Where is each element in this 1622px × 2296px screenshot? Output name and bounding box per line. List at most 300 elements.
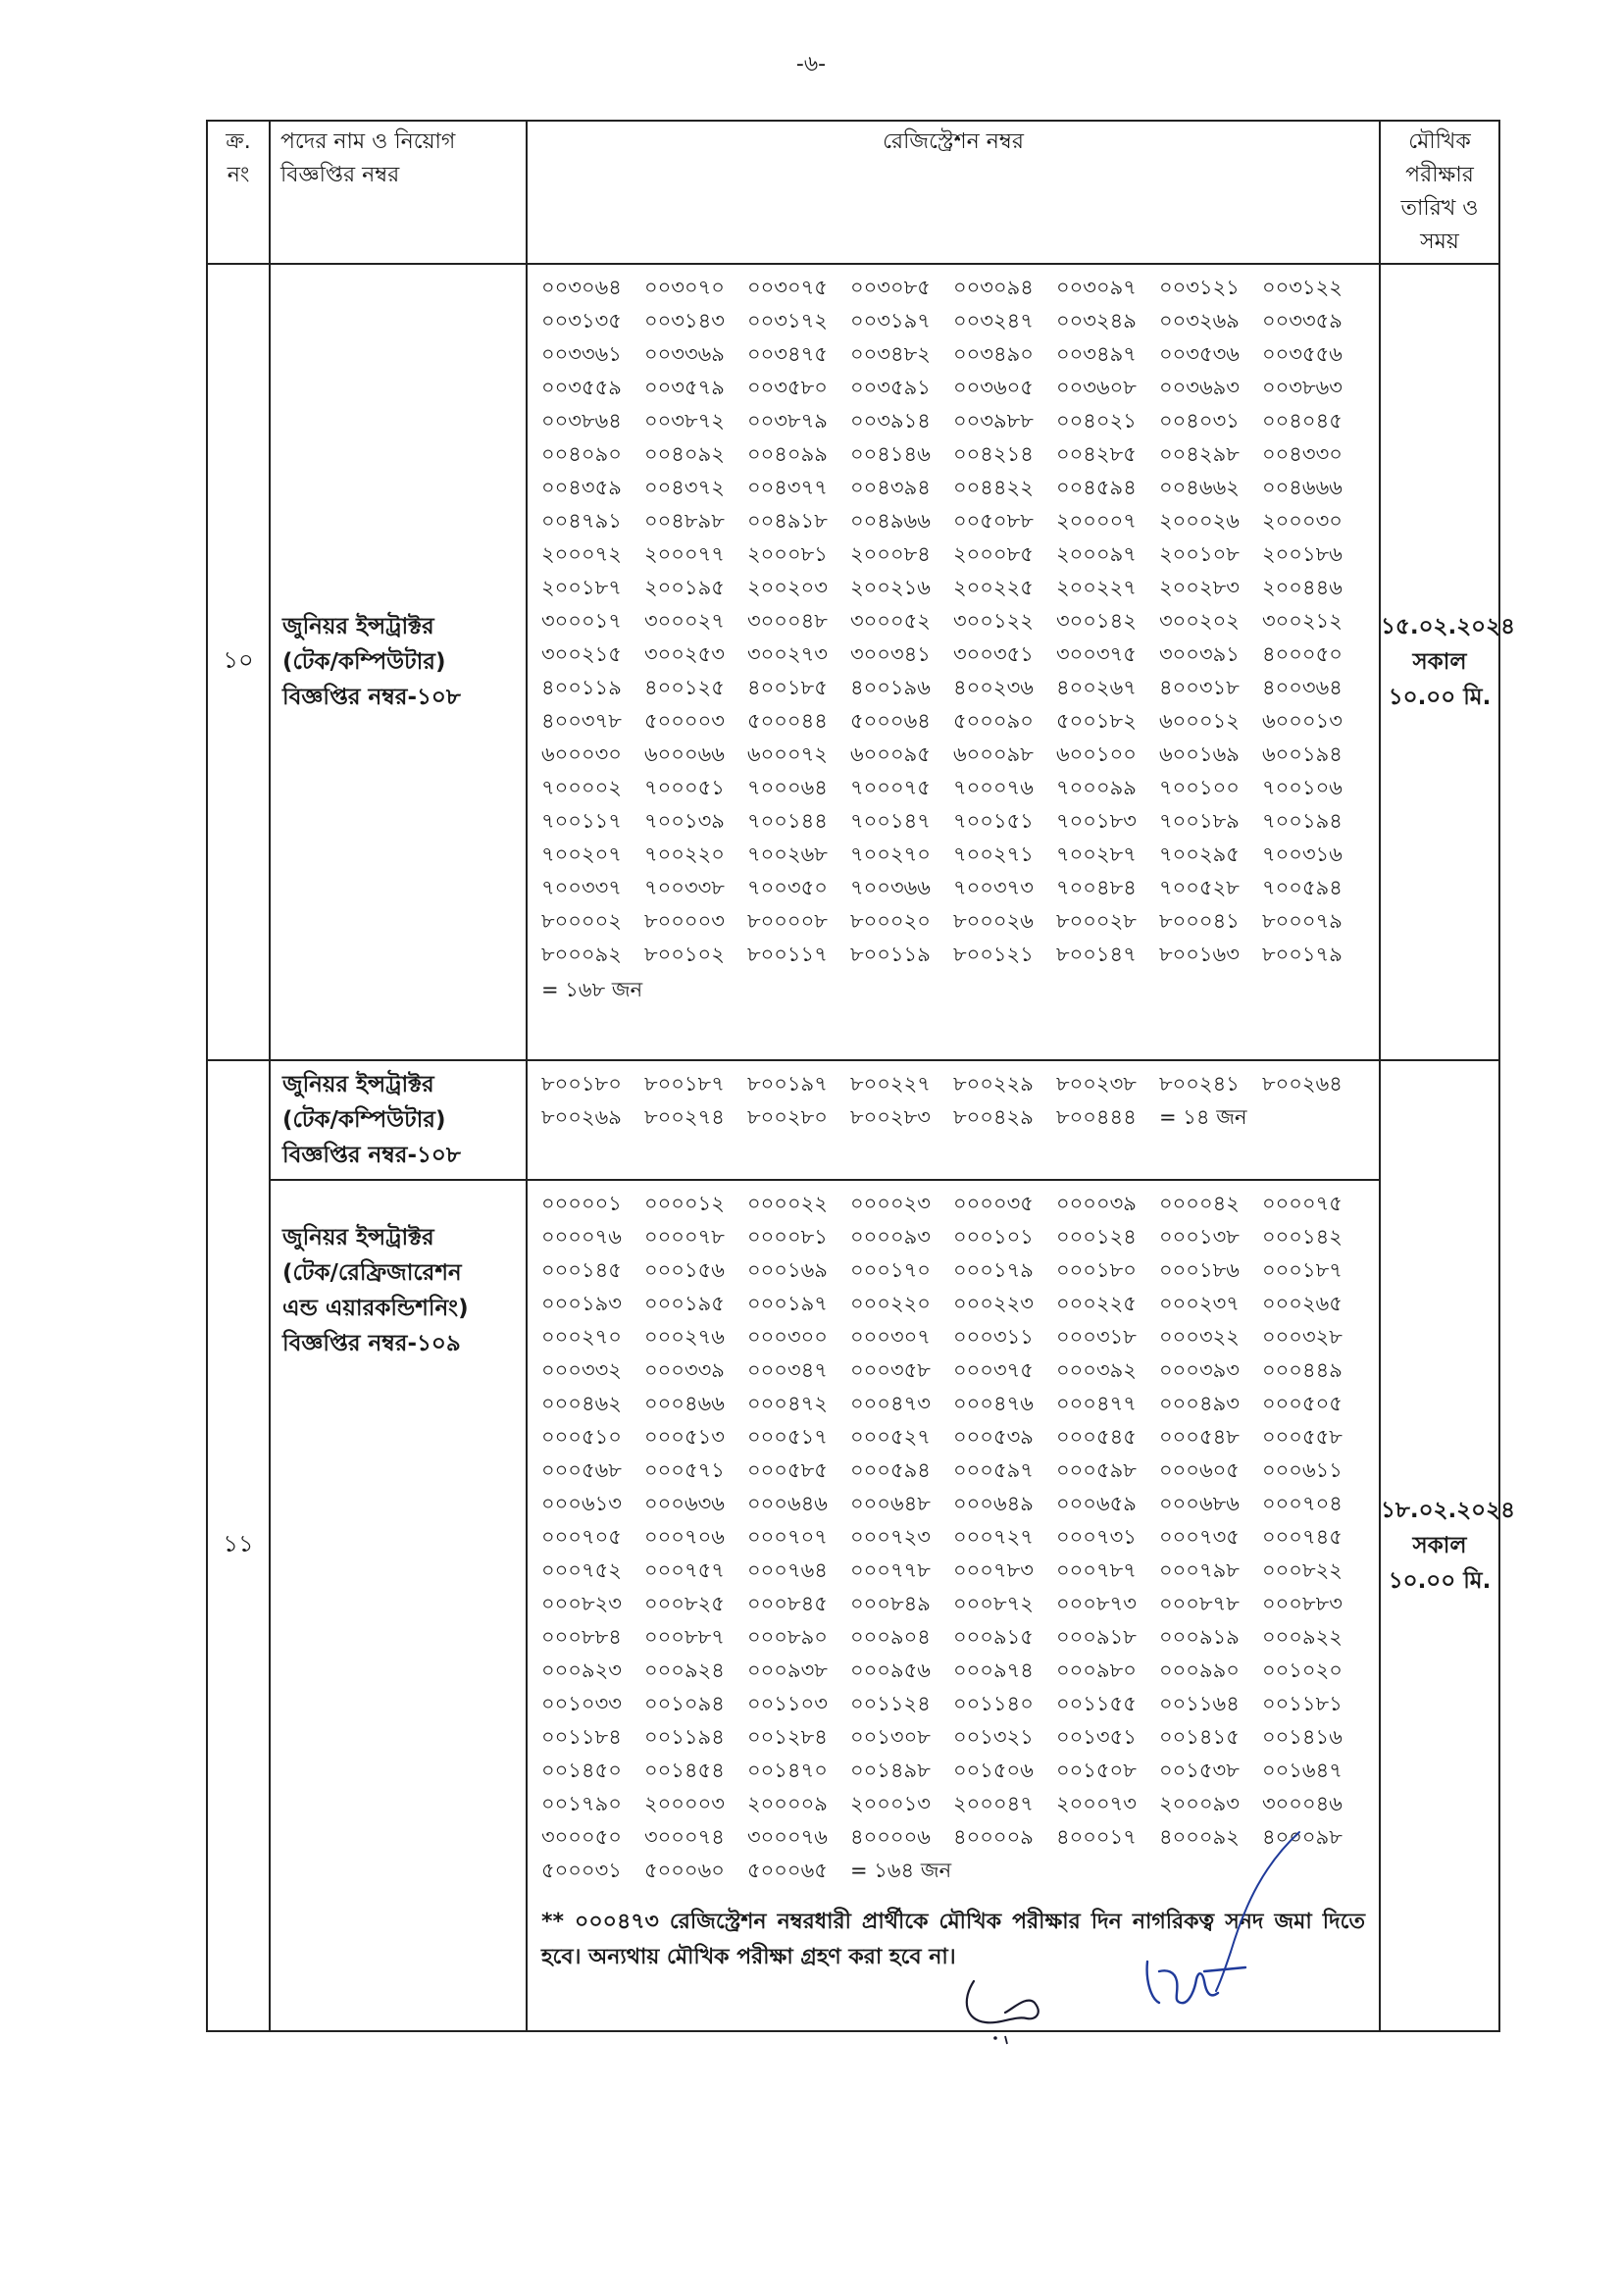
interview-schedule-table <box>206 120 1516 2032</box>
registration-number: ৩০০১২২ <box>953 609 1034 633</box>
registration-number: ০০০০৩৯ <box>1056 1192 1137 1215</box>
registration-number: ০০৩১২১ <box>1159 276 1240 299</box>
registration-number: ০০১১০৩ <box>747 1692 828 1715</box>
registration-number: ০০০০১২ <box>644 1192 725 1215</box>
registration-number: ৮০০০০৮ <box>747 909 828 933</box>
registration-number: ৭০০৩৩৮ <box>644 876 725 899</box>
registration-number: ০০১০৩৩ <box>541 1692 622 1715</box>
registration-number: ০০০৭৯৮ <box>1159 1558 1240 1582</box>
registration-number: ২০০০০৭ <box>1056 509 1137 533</box>
registration-number: ৮০০১১৭ <box>747 943 828 966</box>
registration-number: ০০০৩৭৫ <box>953 1358 1034 1382</box>
registration-number: ৭০০১৪৭ <box>850 809 931 833</box>
registration-number: ০০০৫৫৮ <box>1262 1425 1343 1449</box>
registration-number: ০০৪০৯২ <box>644 442 725 466</box>
registration-number: ৬০০০১২ <box>1159 709 1240 733</box>
registration-number: ০০০৭০৬ <box>644 1525 725 1549</box>
header-serial: ক্র. নং <box>207 121 270 264</box>
registration-number: ০০০৩১১ <box>953 1325 1034 1349</box>
registration-number: ০০৩৫৫৯ <box>541 376 622 399</box>
registration-number: ৭০০০৫১ <box>644 776 725 799</box>
registration-number: ০০০৯০৪ <box>850 1625 931 1649</box>
registration-number: ২০০২৮৩ <box>1159 576 1240 599</box>
registration-number: ০০৪৫৯৪ <box>1056 476 1137 499</box>
registration-number: ০০৩৮৭৯ <box>747 409 828 433</box>
registration-number: ০০৩৩৬১ <box>541 342 622 366</box>
registration-number: ৩০০০২৭ <box>644 609 725 633</box>
registration-number: ০০০৭৮৭ <box>1056 1558 1137 1582</box>
registration-number: ৪০০৩১৮ <box>1159 676 1240 699</box>
registration-number: ২০০০২৬ <box>1159 509 1240 533</box>
registration-number: ০০০৮৮৩ <box>1262 1592 1343 1615</box>
registration-number: ০০৪৮৯৮ <box>644 509 725 533</box>
registration-number: ০০০৭২৭ <box>953 1525 1034 1549</box>
header-registration: রেজিস্ট্রেশন নম্বর <box>527 121 1380 264</box>
registration-number: ০০০৫৯৪ <box>850 1458 931 1482</box>
registration-number: ৪০০০০৬ <box>850 1825 931 1849</box>
registration-number: ২০০০৩০ <box>1262 509 1343 533</box>
registration-number: ০০০২২৫ <box>1056 1292 1137 1315</box>
registration-number: ০০০৪৪৯ <box>1262 1358 1343 1382</box>
registration-number: ৭০০২৬৮ <box>747 842 828 866</box>
registration-number: ৩০০৩৯১ <box>1159 642 1240 666</box>
registration-number: ০০০৮৮৪ <box>541 1625 622 1649</box>
registration-number: ২০০৪৪৬ <box>1262 576 1343 599</box>
registration-number: ০০০১৩৮ <box>1159 1225 1240 1249</box>
registration-number: ০০০৫১৩ <box>644 1425 725 1449</box>
registration-number: ০০০৪৬২ <box>541 1392 622 1415</box>
registration-number: ০০০০২৩ <box>850 1192 931 1215</box>
post-subject-cont: এন্ড এয়ারকন্ডিশনিং) <box>282 1296 469 1321</box>
registration-number: ০০১৬৪৭ <box>1262 1759 1343 1782</box>
registration-number: ৭০০৩১৬ <box>1262 842 1343 866</box>
registration-number: ৭০০২৭১ <box>953 842 1034 866</box>
registration-number: ৭০০২৮৭ <box>1056 842 1137 866</box>
registration-number: ০০৩০৯৭ <box>1056 276 1137 299</box>
registration-number: ০০১৩০৮ <box>850 1725 931 1749</box>
registration-number: ০০১৪৯৮ <box>850 1759 931 1782</box>
registration-number: ৭০০৫২৮ <box>1159 876 1240 899</box>
registration-number: ০০০১৪৫ <box>541 1258 622 1282</box>
registration-number: ৮০০১২১ <box>953 943 1034 966</box>
registration-number: ৭০০১৮৩ <box>1056 809 1137 833</box>
registration-number: ৬০০০৬৬ <box>644 742 725 766</box>
registration-number: ০০০৭০৭ <box>747 1525 828 1549</box>
registration-number: ৮০০১৯৭ <box>747 1072 828 1096</box>
registration-number: ৩০০২১৫ <box>541 642 622 666</box>
registration-number: ০০৩৬৯৩ <box>1159 376 1240 399</box>
registration-number: ৩০০০৭৬ <box>747 1825 828 1849</box>
registration-number: ৮০০১৬৩ <box>1159 943 1240 966</box>
registration-number: ০০৩১৭২ <box>747 309 828 332</box>
registration-number: ৪০০৩৭৮ <box>541 709 622 733</box>
registration-number: ০০০৯২৩ <box>541 1658 622 1682</box>
registration-number: ০০৪১৪৬ <box>850 442 931 466</box>
registration-number: ২০০১০৮ <box>1159 542 1240 566</box>
registration-number: ০০০১৮৬ <box>1159 1258 1240 1282</box>
registration-number: ৩০০০৭৪ <box>644 1825 725 1849</box>
interview-time: সকাল ১০.০০ মি. <box>1388 1533 1492 1594</box>
registration-number: ২০০২১৬ <box>850 576 931 599</box>
registration-number: ০০৩৫৫৬ <box>1262 342 1343 366</box>
registration-number: ৭০০১৪৪ <box>747 809 828 833</box>
registration-number: ৮০০৪৪৪ <box>1056 1105 1137 1129</box>
registration-number: ০০০৩২২ <box>1159 1325 1240 1349</box>
registration-number: ৩০০৩৪১ <box>850 642 931 666</box>
registration-number: ০০০২২০ <box>850 1292 931 1315</box>
registration-number: ৮০০১৮০ <box>541 1072 622 1096</box>
registration-number: ৫০০০৬৪ <box>850 709 931 733</box>
registration-number: ০০০৮৮৭ <box>644 1625 725 1649</box>
registration-number: ০০০৮২৩ <box>541 1592 622 1615</box>
registration-number: ০০০৫৬৮ <box>541 1458 622 1482</box>
post-name: জুনিয়র ইন্সট্রাক্টর <box>282 1072 434 1097</box>
post-subject: (টেক/কম্পিউটার) <box>282 649 446 675</box>
header-date: মৌখিক পরীক্ষার তারিখ ও সময় <box>1380 121 1499 264</box>
registration-number: ০০০৩২৮ <box>1262 1325 1343 1349</box>
date-cell <box>1380 1060 1516 2031</box>
registration-number: ০০১১৫৫ <box>1056 1692 1137 1715</box>
registration-number: ০০৪৩৩০ <box>1262 442 1343 466</box>
registration-number: ০০০৫১০ <box>541 1425 622 1449</box>
registration-number: ০০৩৮৭২ <box>644 409 725 433</box>
registration-number: ৫০০০৯০ <box>953 709 1034 733</box>
registration-number: ৮০০২৩৮ <box>1056 1072 1137 1096</box>
registration-number: ০০৩৪৯৭ <box>1056 342 1137 366</box>
registration-number: ৮০০০২৬ <box>953 909 1034 933</box>
registration-number: ০০০৬৩৬ <box>644 1492 725 1515</box>
registration-number: ০০০৪৭৩ <box>850 1392 931 1415</box>
registration-number: ৩০০২০২ <box>1159 609 1240 633</box>
registration-number: ০০০৯৯০ <box>1159 1658 1240 1682</box>
registration-number: ০০০৬৫৯ <box>1056 1492 1137 1515</box>
registration-number: ০০১৪৫০ <box>541 1759 622 1782</box>
registration-number: ৫০০০০৩ <box>644 709 725 733</box>
registration-number: ২০০২২৭ <box>1056 576 1137 599</box>
registration-number: ৭০০০৯৯ <box>1056 776 1137 799</box>
registration-number: ০০৪২৮৫ <box>1056 442 1137 466</box>
registration-number: ০০৪৪২২ <box>953 476 1034 499</box>
registration-number: ৭০০৪৮৪ <box>1056 876 1137 899</box>
registration-number: ৭০০১০৬ <box>1262 776 1343 799</box>
registration-number: ০০০১৯৭ <box>747 1292 828 1315</box>
registration-number: ০০৩৮৬৪ <box>541 409 622 433</box>
registration-number: ৪০০০৯৮ <box>1262 1825 1343 1849</box>
registration-number: ৮০০১৭৯ <box>1262 943 1343 966</box>
registration-number: ২০০০৪৭ <box>953 1792 1034 1815</box>
registration-number: ৪০০০৫০ <box>1262 642 1343 666</box>
registration-number: ০০০২৭৬ <box>644 1325 725 1349</box>
registration-number: ০০১৪৫৪ <box>644 1759 725 1782</box>
registration-number: ০০৩০৮৫ <box>850 276 931 299</box>
signature-left <box>956 1962 1074 2050</box>
registration-number: ৩০০২৫৩ <box>644 642 725 666</box>
registration-number: ০০০০৭৮ <box>644 1225 725 1249</box>
registration-number: ০০৩৪৯০ <box>953 342 1034 366</box>
citizenship-note: ** ০০০৪৭৩ রেজিস্ট্রেশন নম্বরধারী প্রার্থীকে মৌখিক পরীক্ষার দিন নাগরিকত্ব সনদ জমা দিতে হবে। অন্যথায় মৌখিক পরীক্ষা গ্রহণ করা হবে না। <box>541 1910 1365 1969</box>
registration-number: ৪০০৩৬৪ <box>1262 676 1343 699</box>
registration-number: ৭০০০০২ <box>541 776 622 799</box>
post-cell <box>270 1180 527 2031</box>
registration-number: ২০০২০৩ <box>747 576 828 599</box>
registration-number: ০০০১৪২ <box>1262 1225 1343 1249</box>
registration-number: ৮০০২৬৪ <box>1262 1072 1343 1096</box>
registration-number: ০০১৫০৮ <box>1056 1759 1137 1782</box>
registration-number: ০০৪০৯৯ <box>747 442 828 466</box>
registration-number: ০০০৬১৩ <box>541 1492 622 1515</box>
registration-number: ২০০০৯৩ <box>1159 1792 1240 1815</box>
registration-number: ৮০০২৮০ <box>747 1105 828 1129</box>
registration-number: ০০১৫০৬ <box>953 1759 1034 1782</box>
registration-number: ০০০৯৫৬ <box>850 1658 931 1682</box>
registration-number: ০০১৪৭০ <box>747 1759 828 1782</box>
registration-number: ০০০৬৪৮ <box>850 1492 931 1515</box>
registration-number: ০০০৩৪৭ <box>747 1358 828 1382</box>
registration-number: ৩০০০৪৮ <box>747 609 828 633</box>
registration-number: ০০০৪৭৭ <box>1056 1392 1137 1415</box>
registration-total: = ১৪ জন <box>1159 1105 1247 1129</box>
registration-number: ২০০০১৩ <box>850 1792 931 1815</box>
header-post: পদের নাম ও নিয়োগ বিজ্ঞপ্তির নম্বর <box>270 121 527 264</box>
registration-number: ৭০০২২০ <box>644 842 725 866</box>
registration-number: ০০০৪৭২ <box>747 1392 828 1415</box>
registration-number: ৮০০২৮৩ <box>850 1105 931 1129</box>
registration-number: ০০১৫৩৮ <box>1159 1759 1240 1782</box>
registration-number: ০০০৮৪৯ <box>850 1592 931 1615</box>
registration-number: ২০০০৯৭ <box>1056 542 1137 566</box>
registration-number: ৫০০০৬৫ <box>747 1859 828 1882</box>
registration-number: ০০০৮২৫ <box>644 1592 725 1615</box>
registration-number: ৪০০০০৯ <box>953 1825 1034 1849</box>
registration-number: ৩০০০১৭ <box>541 609 622 633</box>
registration-number: ০০০০৭৫ <box>1262 1192 1343 1215</box>
registration-number: ০০৩৪৮২ <box>850 342 931 366</box>
registration-number: ০০০২৭০ <box>541 1325 622 1349</box>
registration-list <box>541 1187 1365 1887</box>
registration-number: ০০০০৩৫ <box>953 1192 1034 1215</box>
registration-number: ০০৪০৯০ <box>541 442 622 466</box>
registration-number: ৭০০০৭৬ <box>953 776 1034 799</box>
registration-number: ২০০০৭৩ <box>1056 1792 1137 1815</box>
registration-number: ০০০৫৩৯ <box>953 1425 1034 1449</box>
registration-number: ৪০০০৯২ <box>1159 1825 1240 1849</box>
registration-number: ০০০৭৩১ <box>1056 1525 1137 1549</box>
registration-number: ০০০৮৭৮ <box>1159 1592 1240 1615</box>
registration-number: ০০১১৮৪ <box>541 1725 622 1749</box>
registration-number: ০০০৩১৮ <box>1056 1325 1137 1349</box>
registration-number: ৩০০১৪২ <box>1056 609 1137 633</box>
registration-number: ০০১৭৯০ <box>541 1792 622 1815</box>
registration-number: ৬০০০৯৮ <box>953 742 1034 766</box>
registration-number: ০০০৪৯৩ <box>1159 1392 1240 1415</box>
registration-number: ৮০০২২৭ <box>850 1072 931 1096</box>
circular-number: বিজ্ঞপ্তির নম্বর-১০৯ <box>282 1331 461 1356</box>
registration-number: ০০১১৪০ <box>953 1692 1034 1715</box>
registration-number: ৭০০০৬৪ <box>747 776 828 799</box>
registration-number: ০০০৭০৫ <box>541 1525 622 1549</box>
registration-number: ০০০২২৩ <box>953 1292 1034 1315</box>
registration-number: ০০০৩৯৩ <box>1159 1358 1240 1382</box>
registration-number: ৩০০৩৭৫ <box>1056 642 1137 666</box>
registration-number: ০০৩৫৩৬ <box>1159 342 1240 366</box>
registration-number: ৪০০১২৫ <box>644 676 725 699</box>
post-cell <box>270 264 527 1060</box>
registration-number: ৫০০০৩১ <box>541 1859 622 1882</box>
registration-number: ০০০৭৫২ <box>541 1558 622 1582</box>
registration-number: ০০০০৮১ <box>747 1225 828 1249</box>
registration-number: ০০০৮৪৫ <box>747 1592 828 1615</box>
registration-number: ৮০০৪২৯ <box>953 1105 1034 1129</box>
registration-number: ৫০০০৪৪ <box>747 709 828 733</box>
registration-number: ০০৪৬৬২ <box>1159 476 1240 499</box>
registration-number: ০০০৯২৪ <box>644 1658 725 1682</box>
signature-right <box>1138 1824 1314 2020</box>
registration-number: ৪০০১১৯ <box>541 676 622 699</box>
registration-number: ৭০০৫৯৪ <box>1262 876 1343 899</box>
registration-number: ৩০০২৭৩ <box>747 642 828 666</box>
registration-number: ৫০০০৬০ <box>644 1859 725 1882</box>
registration-number: ৬০০০৭২ <box>747 742 828 766</box>
registration-number: ০০০১০১ <box>953 1225 1034 1249</box>
registration-number: ০০৪০৪৫ <box>1262 409 1343 433</box>
registration-number: ৮০০০০২ <box>541 909 622 933</box>
registration-number: ৭০০১৩৯ <box>644 809 725 833</box>
registration-number: ৭০০১০০ <box>1159 776 1240 799</box>
registration-number: ০০০০৭৬ <box>541 1225 622 1249</box>
registration-number: ৬০০০৯৫ <box>850 742 931 766</box>
registration-number: ০০১১৮১ <box>1262 1692 1343 1715</box>
registration-number: ৭০০৩৩৭ <box>541 876 622 899</box>
row-serial: ১০ <box>207 264 270 1060</box>
registration-number: ০০০৫৪৫ <box>1056 1425 1137 1449</box>
registration-number: ০০৩৩৬৯ <box>644 342 725 366</box>
interview-date: ১৮.০২.২০২৪ <box>1381 1498 1516 1523</box>
registration-number: ০০০৮২২ <box>1262 1558 1343 1582</box>
registration-number: ০০০৯৭৪ <box>953 1658 1034 1682</box>
registration-number: ০০০৪৬৬ <box>644 1392 725 1415</box>
registration-number: ২০০১৯৫ <box>644 576 725 599</box>
registration-number: ০০০০০১ <box>541 1192 622 1215</box>
registration-number: ০০০৪৭৬ <box>953 1392 1034 1415</box>
registration-number: ০০৩৬০৫ <box>953 376 1034 399</box>
registration-number: ০০৩৫৮০ <box>747 376 828 399</box>
registration-number: ০০০৭৪৫ <box>1262 1525 1343 1549</box>
registration-number: ০০৩৫৯১ <box>850 376 931 399</box>
registration-number: ০০০৭৭৮ <box>850 1558 931 1582</box>
registration-number: ৮০০০৪১ <box>1159 909 1240 933</box>
registration-number: ০০০১২৪ <box>1056 1225 1137 1249</box>
registration-number: ৪০০১৮৫ <box>747 676 828 699</box>
registration-number: ২০০০৭২ <box>541 542 622 566</box>
registration-number: ২০০১৮৭ <box>541 576 622 599</box>
circular-number: বিজ্ঞপ্তির নম্বর-১০৮ <box>282 1143 461 1168</box>
registration-number: ০০০৩৩২ <box>541 1358 622 1382</box>
registration-number: ০০০৮৭২ <box>953 1592 1034 1615</box>
registration-number: ০০০৮৯০ <box>747 1625 828 1649</box>
registration-number: ০০৪৩৫৯ <box>541 476 622 499</box>
registration-number: ২০০০৮৪ <box>850 542 931 566</box>
registration-number: ০০৪২৯৮ <box>1159 442 1240 466</box>
registration-number: ৩০০০৫০ <box>541 1825 622 1849</box>
registration-number: ৪০০২৩৬ <box>953 676 1034 699</box>
registration-number: ৭০০২০৭ <box>541 842 622 866</box>
registration-number: ২০০০০৩ <box>644 1792 725 1815</box>
registration-number: ০০৪৩৯৪ <box>850 476 931 499</box>
registration-number: ০০০৬০৫ <box>1159 1458 1240 1482</box>
registration-number: ৭০০১৫১ <box>953 809 1034 833</box>
registration-number: ২০০২২৫ <box>953 576 1034 599</box>
registration-number: ৬০০১০০ <box>1056 742 1137 766</box>
registration-cell <box>527 1060 1380 1180</box>
registration-number: ৭০০৩৫০ <box>747 876 828 899</box>
registration-number: ০০১১৬৪ <box>1159 1692 1240 1715</box>
registration-number: ০০০৩৯২ <box>1056 1358 1137 1382</box>
registration-number: ০০০০৯৩ <box>850 1225 931 1249</box>
registration-number: ৩০০০৪৬ <box>1262 1792 1343 1815</box>
registration-number: ০০০০২২ <box>747 1192 828 1215</box>
registration-number: ৬০০১৯৪ <box>1262 742 1343 766</box>
registration-number: ০০৪০২১ <box>1056 409 1137 433</box>
registration-number: ০০০৫৯৮ <box>1056 1458 1137 1482</box>
registration-number: ২০০১৮৬ <box>1262 542 1343 566</box>
registration-number: ০০৩০৭৫ <box>747 276 828 299</box>
registration-number: ২০০০৮৫ <box>953 542 1034 566</box>
registration-number: ০০০৭৮৩ <box>953 1558 1034 1582</box>
post-subject: (টেক/কম্পিউটার) <box>282 1107 446 1133</box>
registration-number: ০০৪০৩১ <box>1159 409 1240 433</box>
registration-number: ০০৪৩৭২ <box>644 476 725 499</box>
registration-number: ০০১০৯৪ <box>644 1692 725 1715</box>
registration-number: ৪০০০১৭ <box>1056 1825 1137 1849</box>
registration-number: ০০৪৬৬৬ <box>1262 476 1343 499</box>
registration-number: ৭০০১১৭ <box>541 809 622 833</box>
row-serial: ১১ <box>207 1060 270 2031</box>
registration-number: ০০০৭৩৫ <box>1159 1525 1240 1549</box>
registration-number: ০০০৫৪৮ <box>1159 1425 1240 1449</box>
registration-number: ৮০০২৬৯ <box>541 1105 622 1129</box>
registration-number: ৭০০০৭৫ <box>850 776 931 799</box>
registration-number: ০০০৭২৩ <box>850 1525 931 1549</box>
registration-number: ০০০৬১১ <box>1262 1458 1343 1482</box>
registration-number: ০০০১৫৬ <box>644 1258 725 1282</box>
registration-number: ০০০৩৩৯ <box>644 1358 725 1382</box>
registration-number: ০০৩২৪৯ <box>1056 309 1137 332</box>
registration-number: ০০০৭৬৪ <box>747 1558 828 1582</box>
registration-number: ০০৫০৮৮ <box>953 509 1034 533</box>
registration-number: ০০৩০৭০ <box>644 276 725 299</box>
registration-number: ০০১৪১৬ <box>1262 1725 1343 1749</box>
post-name: জুনিয়র ইন্সট্রাক্টর <box>282 1225 434 1250</box>
registration-number: ০০০৯৩৮ <box>747 1658 828 1682</box>
registration-number: ০০০০৪২ <box>1159 1192 1240 1215</box>
registration-number: ৩০০৩৫১ <box>953 642 1034 666</box>
registration-number: ০০৩৪৭৫ <box>747 342 828 366</box>
registration-number: ০০১১২৪ <box>850 1692 931 1715</box>
registration-number: ০০৪৯৬৬ <box>850 509 931 533</box>
table-row <box>207 264 1499 1060</box>
registration-number: ৮০০০৯২ <box>541 943 622 966</box>
registration-number: ০০১০২০ <box>1262 1658 1343 1682</box>
registration-number: ০০০৬৮৬ <box>1159 1492 1240 1515</box>
registration-number: ৮০০০২৮ <box>1056 909 1137 933</box>
registration-total: = ১৬৮ জন <box>541 978 643 1001</box>
registration-number: ৮০০২৭৪ <box>644 1105 725 1129</box>
registration-number: ০০০৫২৭ <box>850 1425 931 1449</box>
registration-number: ০০০১৮০ <box>1056 1258 1137 1282</box>
registration-number: ০০০২৩৭ <box>1159 1292 1240 1315</box>
registration-number: ০০০৯১৫ <box>953 1625 1034 1649</box>
registration-number: ০০০৩০০ <box>747 1325 828 1349</box>
